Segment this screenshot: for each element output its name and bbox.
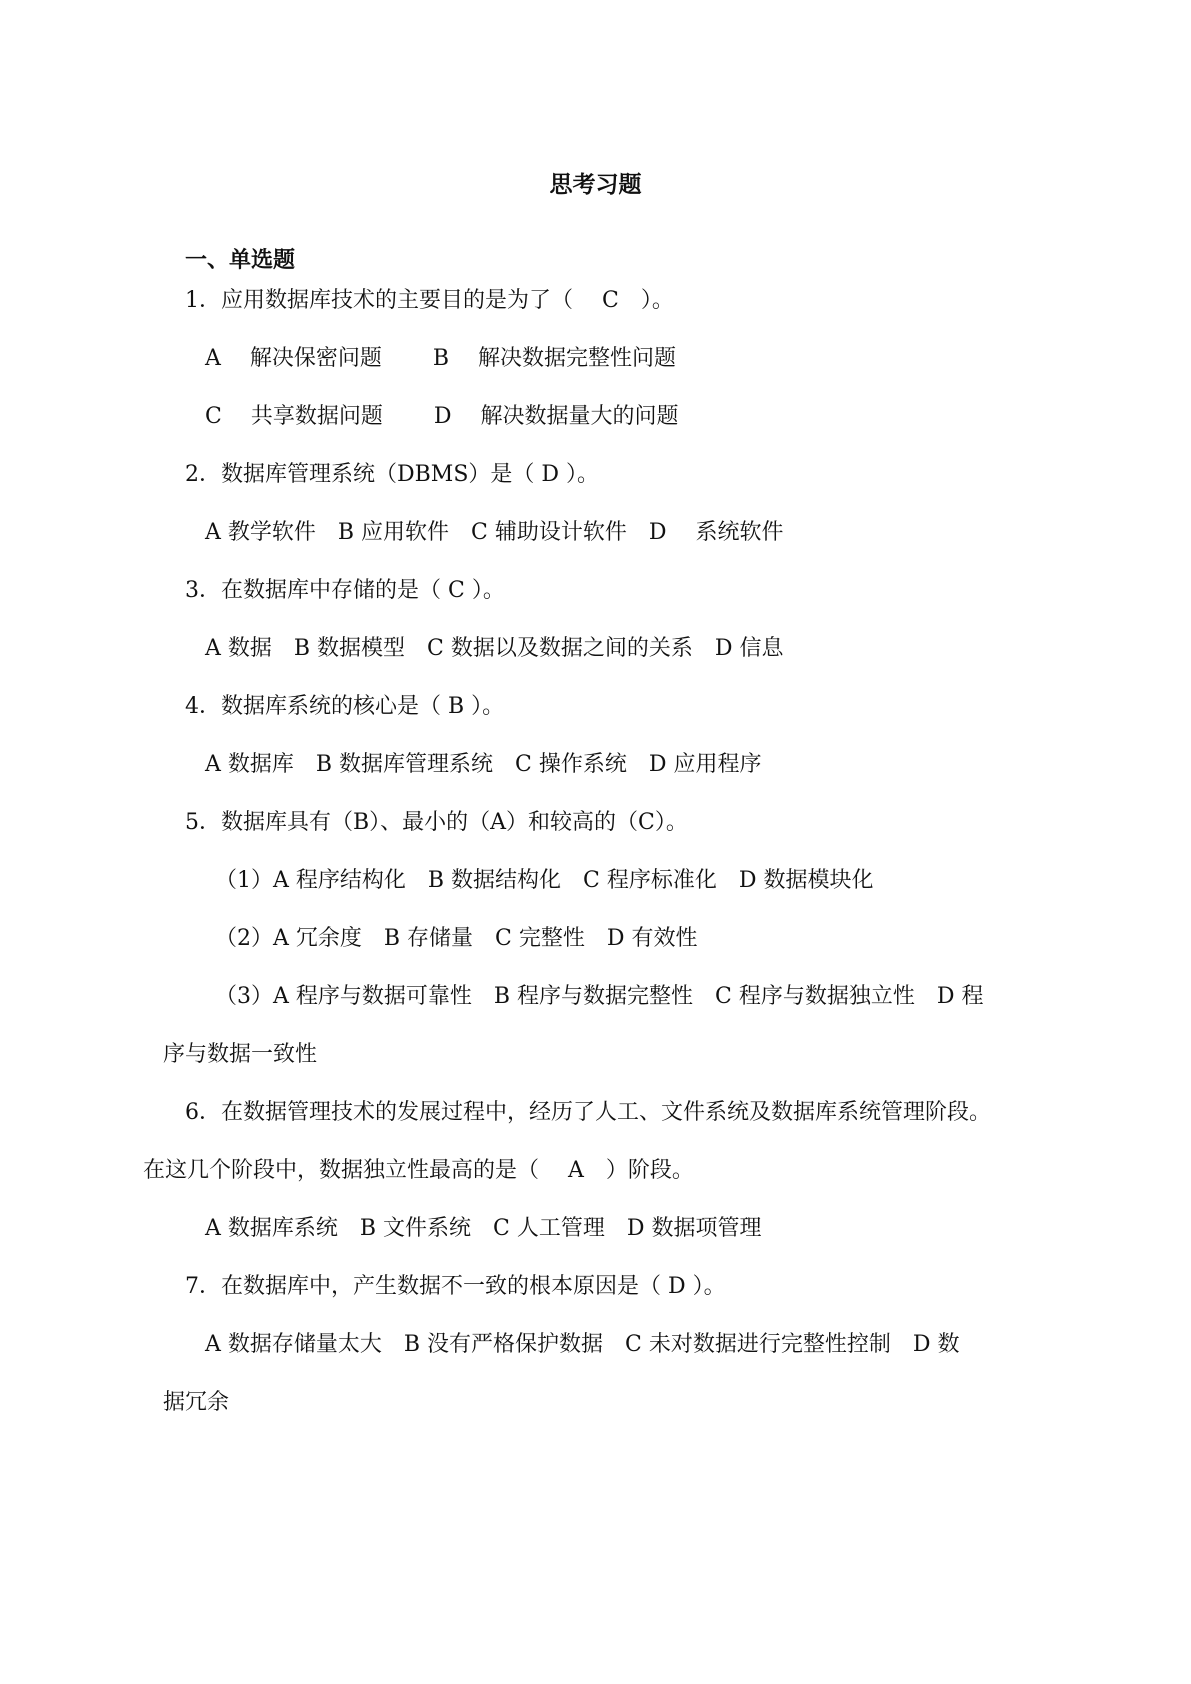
- option-row: （3）A 程序与数据可靠性 B 程序与数据完整性 C 程序与数据独立性 D 程: [215, 984, 984, 1009]
- option-row-continued: 据冗余: [163, 1390, 230, 1415]
- question-stem: 4．数据库系统的核心是（ B ）。: [185, 694, 505, 719]
- option-row: A 数据 B 数据模型 C 数据以及数据之间的关系 D 信息: [205, 636, 784, 661]
- option-row: A 解决保密问题 B 解决数据完整性问题: [205, 346, 677, 371]
- question-stem: 1．应用数据库技术的主要目的是为了（ C ）。: [185, 288, 674, 313]
- question-stem: 5．数据库具有（B）、最小的（A）和较高的（C）。: [185, 810, 688, 835]
- page-title: 思考习题: [549, 171, 642, 198]
- question-stem: 2．数据库管理系统（DBMS）是（ D ）。: [185, 462, 600, 487]
- question-stem: 7．在数据库中，产生数据不一致的根本原因是（ D ）。: [185, 1274, 726, 1299]
- option-row: C 共享数据问题 D 解决数据量大的问题: [205, 404, 679, 429]
- option-row-continued: 序与数据一致性: [163, 1042, 318, 1067]
- question-stem-continued: 在这几个阶段中，数据独立性最高的是（ A ）阶段。: [143, 1158, 694, 1183]
- option-row: （1）A 程序结构化 B 数据结构化 C 程序标准化 D 数据模块化: [215, 868, 874, 893]
- section-heading: 一、单选题: [185, 247, 296, 273]
- option-row: A 数据存储量太大 B 没有严格保护数据 C 未对数据进行完整性控制 D 数: [205, 1332, 960, 1357]
- question-stem: 3．在数据库中存储的是（ C ）。: [185, 578, 505, 603]
- question-stem: 6．在数据管理技术的发展过程中，经历了人工、文件系统及数据库系统管理阶段。: [185, 1100, 991, 1125]
- option-row: A 数据库系统 B 文件系统 C 人工管理 D 数据项管理: [205, 1216, 762, 1241]
- option-row: A 教学软件 B 应用软件 C 辅助设计软件 D 系统软件: [205, 520, 784, 545]
- option-row: A 数据库 B 数据库管理系统 C 操作系统 D 应用程序: [205, 752, 762, 777]
- option-row: （2）A 冗余度 B 存储量 C 完整性 D 有效性: [215, 926, 698, 951]
